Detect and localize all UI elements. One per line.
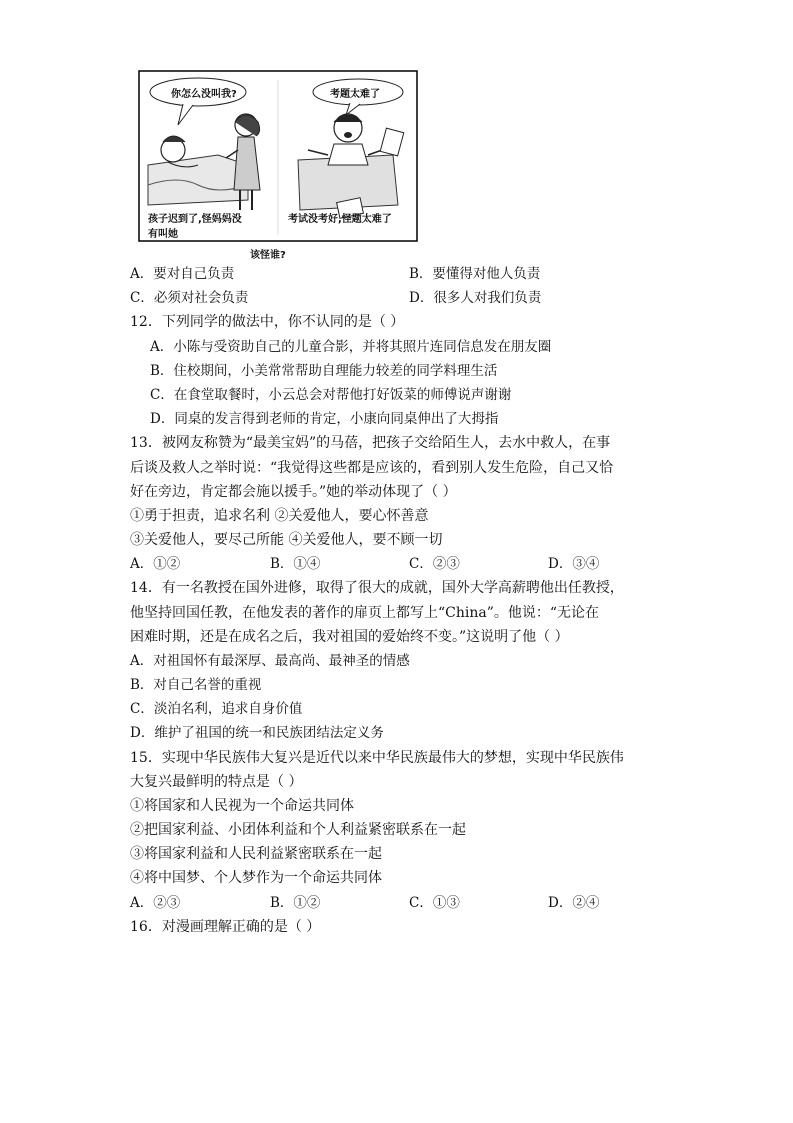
q14-option-c[interactable]: C．淡泊名利，追求自身价值: [130, 701, 303, 717]
q15-option-c[interactable]: C．①③: [409, 895, 460, 911]
q15-option-b[interactable]: B．①②: [270, 895, 321, 911]
q12-option-b[interactable]: B．住校期间，小美常常帮助自理能力较差的同学料理生活: [150, 363, 498, 379]
q13-statement-2: ③关爱他人，要尽己所能 ④关爱他人，要不顾一切: [130, 532, 443, 548]
q16-stem: 16．对漫画理解正确的是（ ）: [130, 919, 321, 935]
q15-option-a[interactable]: A．②③: [130, 895, 181, 911]
bed: [148, 155, 248, 205]
right-caption: 考试没考好,怪题太难了: [288, 214, 392, 225]
q11-option-a[interactable]: A．要对自己负责: [130, 266, 235, 282]
q15-statement-3: ③将国家利益和人民利益紧密联系在一起: [130, 846, 382, 862]
student-body: [328, 144, 368, 165]
q13-option-a[interactable]: A．①②: [130, 556, 181, 572]
q15-statement-4: ④将中国梦、个人梦作为一个命运共同体: [130, 870, 382, 886]
q15-stem-line2: 大复兴最鲜明的特点是（ ）: [130, 774, 303, 790]
q14-stem-line2: 他坚持回国任教，在他发表的著作的扉页上都写上“China”。他说：“无论在: [130, 605, 600, 621]
q15-statement-2: ②把国家利益、小团体利益和个人利益紧密联系在一起: [130, 822, 466, 838]
left-caption-line1: 孩子迟到了,怪妈妈没: [148, 214, 242, 225]
q11-option-d[interactable]: D．很多人对我们负责: [409, 290, 542, 306]
q12-option-a[interactable]: A．小陈与受资助自己的儿童合影，并将其照片连同信息发在朋友圈: [150, 339, 552, 355]
right-bubble-text: 考题太难了: [330, 89, 380, 100]
cartoon-illustration: [138, 70, 418, 242]
q15-option-d[interactable]: D．②④: [548, 895, 600, 911]
q13-stem-line1: 13．被网友称赞为“最美宝妈”的马蓓，把孩子交给陌生人，去水中救人，在事: [130, 435, 611, 451]
q12-option-d[interactable]: D．同桌的发言得到老师的肯定，小康向同桌伸出了大拇指: [150, 411, 499, 427]
q11-option-b[interactable]: B．要懂得对他人负责: [409, 266, 541, 282]
q12-stem: 12．下列同学的做法中，你不认同的是（ ）: [130, 314, 405, 330]
q13-stem-line2: 后谈及救人之举时说：“我觉得这些都是应该的，看到别人发生危险，自己又恰: [130, 460, 614, 476]
q14-option-d[interactable]: D．维护了祖国的统一和民族团结法定义务: [130, 725, 384, 741]
student-mouth: [344, 132, 352, 138]
q15-stem-line1: 15．实现中华民族伟大复兴是近代以来中华民族最伟大的梦想，实现中华民族伟: [130, 750, 624, 766]
q14-option-a[interactable]: A．对祖国怀有最深厚、最高尚、最神圣的情感: [130, 653, 410, 669]
q13-option-b[interactable]: B．①④: [270, 556, 321, 572]
q14-stem-line1: 14．有一名教授在国外进修，取得了很大的成就，国外大学高薪聘他出任教授，: [130, 580, 624, 596]
q11-option-c[interactable]: C．必须对社会负责: [130, 290, 249, 306]
q14-option-b[interactable]: B．对自己名誉的重视: [130, 677, 262, 693]
q13-stem-line3: 好在旁边，肯定都会施以援手。”她的举动体现了（ ）: [130, 484, 457, 500]
q14-stem-line3: 困难时期，还是在成名之后，我对祖国的爱始终不变。”这说明了他（ ）: [130, 629, 569, 645]
q13-option-c[interactable]: C．②③: [409, 556, 460, 572]
q13-option-d[interactable]: D．③④: [548, 556, 600, 572]
left-bubble-text: 你怎么没叫我?: [171, 89, 237, 100]
q13-statement-1: ①勇于担责，追求名利 ②关爱他人，要心怀善意: [130, 508, 429, 524]
q12-option-c[interactable]: C．在食堂取餐时，小云总会对帮他打好饭菜的师傅说声谢谢: [150, 387, 512, 403]
left-caption-line2: 有叫她: [148, 229, 178, 240]
q15-statement-1: ①将国家和人民视为一个命运共同体: [130, 798, 354, 814]
cartoon-question-caption: 该怪谁?: [250, 250, 286, 261]
